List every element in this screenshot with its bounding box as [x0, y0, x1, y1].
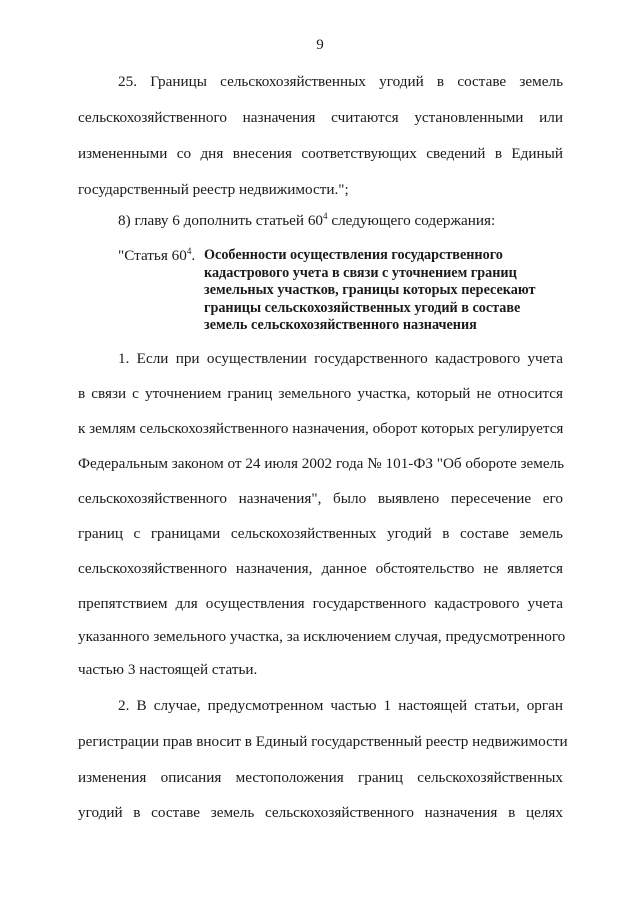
para1-line-1: 1. Если при осуществлении государственного кадастрового учета: [118, 350, 563, 367]
para1-line-3: к землям сельскохозяйственного назначения, оборот которых регулируется: [78, 420, 564, 437]
article-label-prefix: "Статья 60: [118, 247, 187, 264]
article-title-line-4: границы сельскохозяйственных угодий в составе: [204, 299, 521, 316]
para25-line-4: государственный реестр недвижимости.";: [78, 181, 349, 198]
para2-line-2: регистрации прав вносит в Единый государственный реестр недвижимости: [78, 733, 568, 750]
para1-line-8: препятствием для осуществления государственного кадастрового учета: [78, 595, 563, 612]
para1-line-4: Федеральным законом от 24 июля 2002 года № 101-ФЗ "Об обороте земель: [78, 455, 565, 472]
article-label: [118, 247, 195, 265]
article-label-suffix: .: [191, 247, 196, 264]
para2-line-1: 2. В случае, предусмотренном частью 1 настоящей статьи, орган: [118, 697, 563, 714]
para2-line-4: угодий в составе земель сельскохозяйственного назначения в целях: [78, 804, 563, 821]
page-number: 9: [316, 37, 324, 53]
article-title-line-3: земельных участков, границы которых пересекают: [204, 282, 536, 298]
article-label-superscript: 4: [186, 245, 192, 256]
para1-line-10: частью 3 настоящей статьи.: [78, 661, 258, 678]
article-title: [204, 247, 564, 335]
para2-line-3: изменения описания местоположения границ сельскохозяйственных: [78, 769, 563, 786]
article-title-line-2: кадастрового учета в связи с уточнением границ: [204, 264, 517, 281]
para1-line-6: границ с границами сельскохозяйственных угодий в составе земель: [78, 525, 563, 542]
para25-line-1: 25. Границы сельскохозяйственных угодий в составе земель: [118, 73, 563, 90]
item8-text-before: 8) главу 6 дополнить статьей 60: [118, 212, 324, 229]
para1-line-7: сельскохозяйственного назначения, данное обстоятельство не является: [78, 560, 563, 577]
para1-line-2: в связи с уточнением границ земельного участка, который не относится: [78, 385, 563, 402]
article-title-line-1: Особенности осуществления государственного: [204, 247, 503, 263]
para1-line-5: сельскохозяйственного назначения", было выявлено пересечение его: [78, 490, 563, 507]
item8-line: [118, 212, 495, 230]
para25-line-2: сельскохозяйственного назначения считаются установленными или: [78, 109, 563, 126]
article-title-line-5: земель сельскохозяйственного назначения: [204, 317, 477, 333]
para25-line-3: измененными со дня внесения соответствующих сведений в Единый: [78, 145, 563, 162]
item8-text-after: следующего содержания:: [327, 212, 496, 229]
item8-superscript: 4: [323, 210, 328, 221]
para1-line-9: указанного земельного участка, за исключением случая, предусмотренного: [78, 628, 566, 645]
